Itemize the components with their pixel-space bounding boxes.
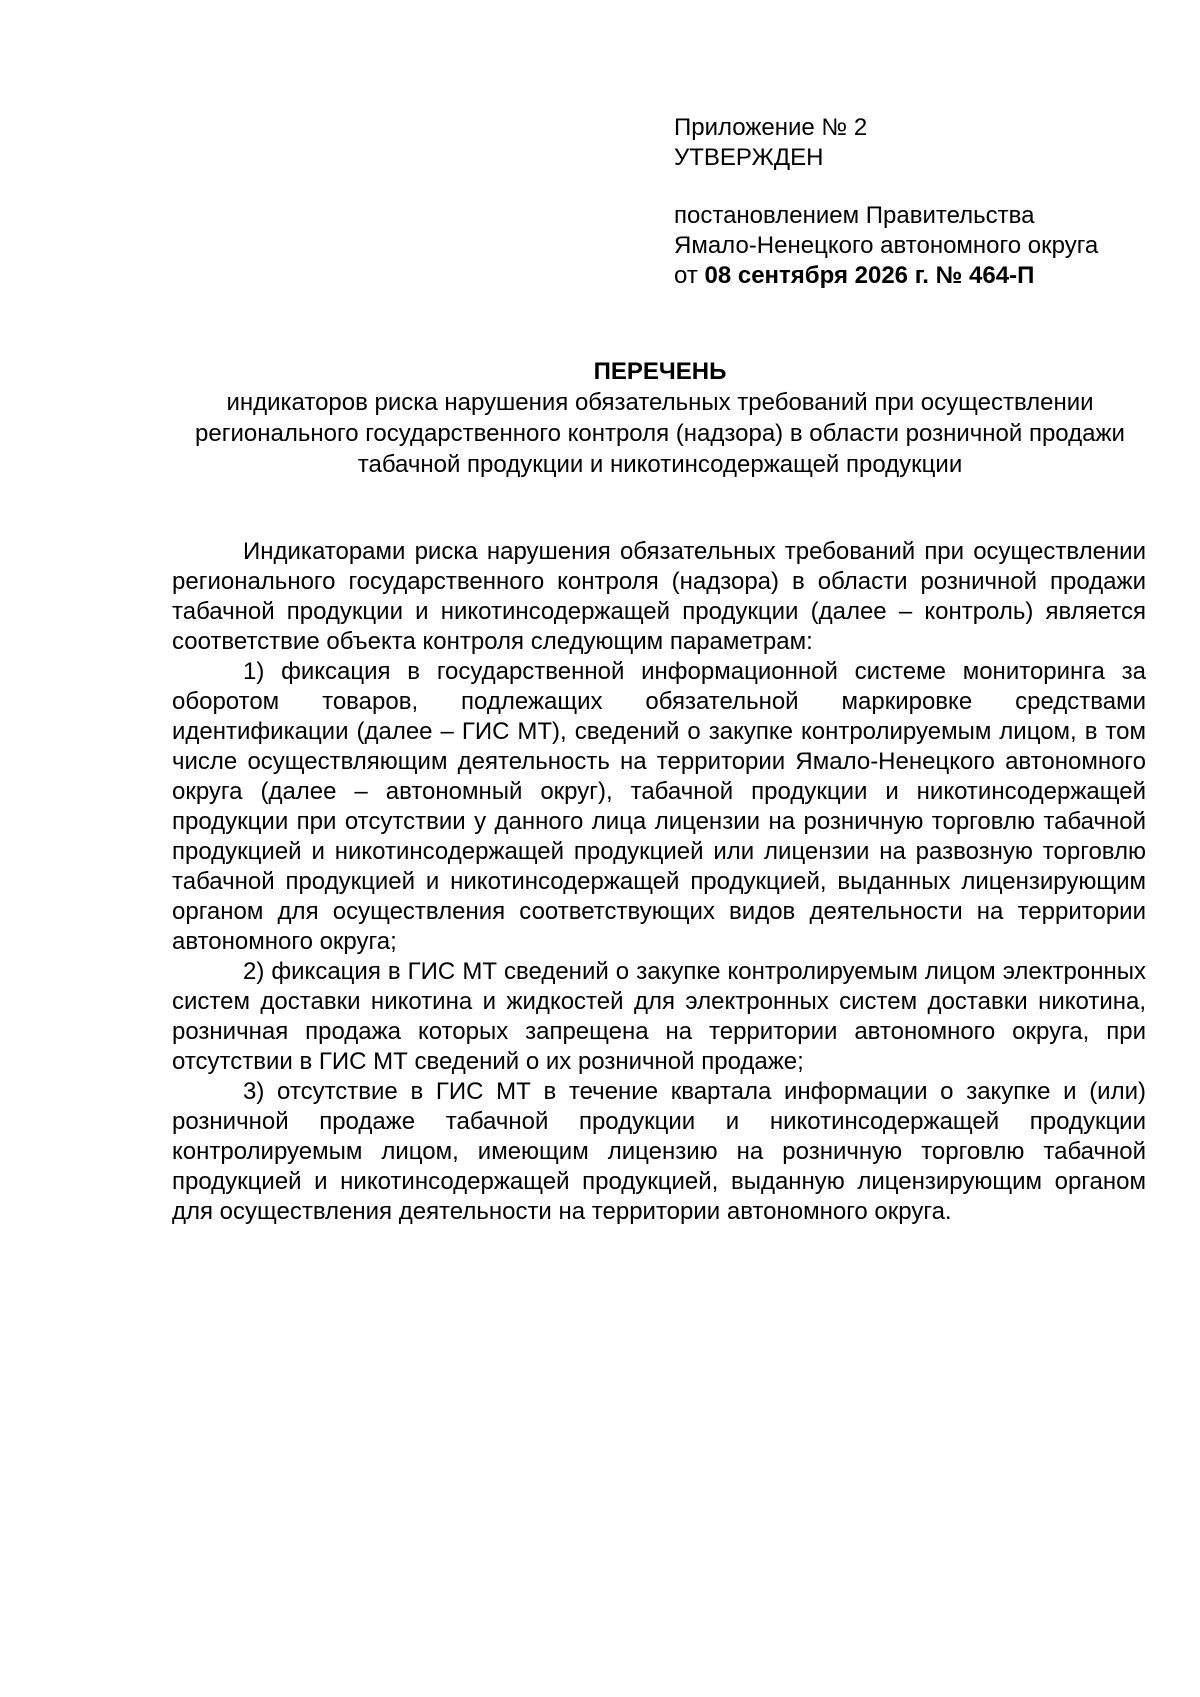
title-main: ПЕРЕЧЕНЬ	[593, 358, 727, 385]
approval-date-prefix: от	[674, 262, 705, 289]
intro-paragraph: Индикаторами риска нарушения обязательных требований при осуществлении регионального государственного контроля (надзора) в области розничной продажи табачной продукции и никотинсодержащей продукции (далее – контроль) является соответствие объекта контроля следующим параметрам:	[172, 538, 1146, 655]
appendix-number: Приложение № 2	[674, 114, 868, 141]
list-item-2: 2) фиксация в ГИС МТ сведений о закупке контролируемым лицом электронных систем доставки никотина и жидкостей для электронных систем доставки никотина, розничная продажа которых запрещена на территории автономного округа, при отсутствии в ГИС МТ сведений о их розничной продаже;	[172, 958, 1146, 1075]
approval-date-number: 08 сентября 2026 г. № 464-П	[704, 262, 1035, 289]
title-subtitle: индикаторов риска нарушения обязательных требований при осуществлении регионального государственного контроля (надзора) в области розничной продажи табачной продукции и никотинсодержащей продукции	[195, 389, 1125, 478]
document-body	[172, 537, 1146, 1227]
document-title	[150, 356, 1170, 480]
list-item-1: 1) фиксация в государственной информационной системе мониторинга за оборотом товаров, подлежащих обязательной маркировке средствами идентификации (далее – ГИС МТ), сведений о закупке контролируемым лицом, в том числе осуществляющим деятельность на территории Ямало-Ненецкого автономного округа (далее – автономный округ), табачной продукции и никотинсодержащей продукции при отсутствии у данного лица лицензии на розничную торговлю табачной продукцией и никотинсодержащей продукцией или лицензии на развозную торговлю табачной продукцией и никотинсодержащей продукцией, выданных лицензирующим органом для осуществления соответствующих видов деятельности на территории автономного округа;	[172, 658, 1146, 955]
approval-date-line	[674, 261, 1164, 291]
list-item-3: 3) отсутствие в ГИС МТ в течение квартала информации о закупке и (или) розничной продаже табачной продукции и никотинсодержащей продукции контролируемым лицом, имеющим лицензию на розничную торговлю табачной продукцией и никотинсодержащей продукцией, выданную лицензирующим органом для осуществления деятельности на территории автономного округа.	[172, 1078, 1146, 1225]
approved-label: УТВЕРЖДЕН	[674, 144, 824, 171]
approval-stamp	[674, 113, 1164, 291]
approved-by-line-1: постановлением Правительства	[674, 202, 1035, 229]
approved-by-line-2: Ямало-Ненецкого автономного округа	[674, 232, 1099, 259]
approval-spacer	[674, 173, 1164, 201]
